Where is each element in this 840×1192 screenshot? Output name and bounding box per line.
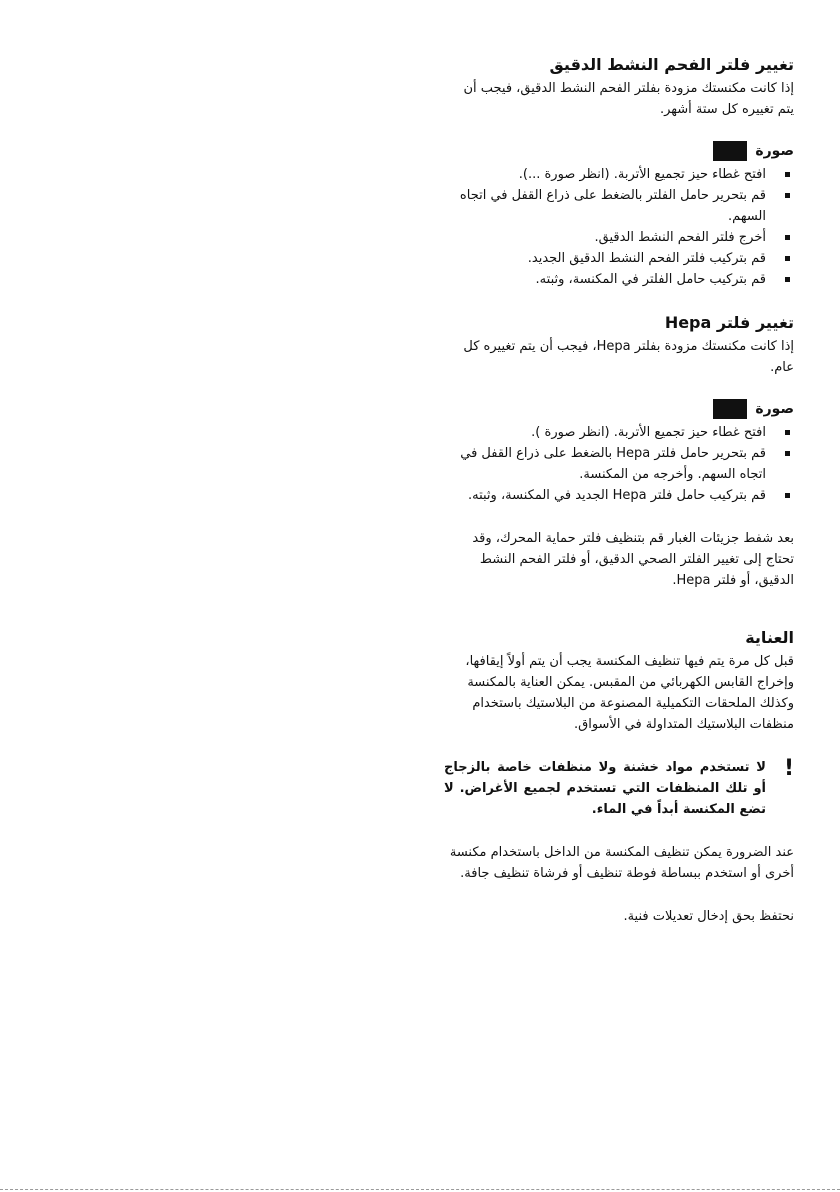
filter-maintenance-note: بعد شفط جزيئات الغبار قم بتنظيف فلتر حماية المحرك، وقد تحتاج إلى تغيير الفلتر الصحي الدقيق، أو فلتر الفحم النشط الدقيق، أو فلتر Hepa. [472, 531, 794, 588]
section-title-carbon-filter: تغيير فلتر الفحم النشط الدقيق [549, 55, 794, 74]
care-paragraph: قبل كل مرة يتم فيها تنظيف المكنسة يجب أن يتم أولاً إيقافها، وإخراج القابس الكهربائي من المقبس. يمكن العناية بالمكنسة وكذلك الملحقات التكميلية المصنوعة من البلاستيك باستخدام منظفات البلاستيك المتداولة في الأسواق. [465, 654, 794, 732]
exclamation-icon: ! [783, 756, 794, 781]
warning-block [444, 757, 794, 820]
carbon-filter-intro: إذا كانت مكنستك مزودة بفلتر الفحم النشط الدقيق، فيجب أن يتم تغييره كل ستة أشهر. [463, 81, 794, 117]
list-item: قم بتركيب حامل فلتر Hepa الجديد في المكنسة، وثبته. [444, 485, 794, 506]
warning-text: لا تستخدم مواد خشنة ولا منظفات خاصة بالزجاج أو تلك المنظفات التي تستخدم لجميع الأغراض. لا تضع المكنسة أبداً في الماء. [444, 760, 766, 817]
section-title-care: العناية [745, 628, 794, 647]
section-title-hepa-filter: تغيير فلتر Hepa [664, 313, 794, 332]
figure-number-box [713, 141, 747, 161]
figure-label: صورة [755, 143, 794, 159]
figure-reference-1 [444, 140, 794, 162]
list-item: قم بتركيب فلتر الفحم النشط الدقيق الجديد. [444, 248, 794, 269]
hepa-filter-steps [444, 422, 794, 506]
list-item: افتح غطاء حيز تجميع الأتربة. (انظر صورة ). [444, 422, 794, 443]
hepa-filter-intro: إذا كانت مكنستك مزودة بفلتر Hepa، فيجب أن يتم تغييره كل عام. [463, 339, 794, 375]
content-column [444, 54, 794, 927]
list-item: قم بتحرير حامل فلتر Hepa بالضغط على ذراع القفل في اتجاه السهم. وأخرجه من المكنسة. [444, 443, 794, 485]
list-item: قم بتركيب حامل الفلتر في المكنسة، وثبته. [444, 269, 794, 290]
figure-reference-2 [444, 398, 794, 420]
figure-label: صورة [755, 401, 794, 417]
internal-cleaning-paragraph: عند الضرورة يمكن تنظيف المكنسة من الداخل باستخدام مكنسة أخرى أو استخدم ببساطة فوطة تنظيف أو فرشاة تنظيف جافة. [449, 845, 794, 881]
page-bottom-rule [0, 1189, 840, 1190]
list-item: افتح غطاء حيز تجميع الأتربة. (انظر صورة ...). [444, 164, 794, 185]
list-item: قم بتحرير حامل الفلتر بالضغط على ذراع القفل في اتجاه السهم. [444, 185, 794, 227]
figure-number-box [713, 399, 747, 419]
disclaimer: نحتفظ بحق إدخال تعديلات فنية. [623, 909, 794, 924]
carbon-filter-steps [444, 164, 794, 290]
list-item: أخرج فلتر الفحم النشط الدقيق. [444, 227, 794, 248]
